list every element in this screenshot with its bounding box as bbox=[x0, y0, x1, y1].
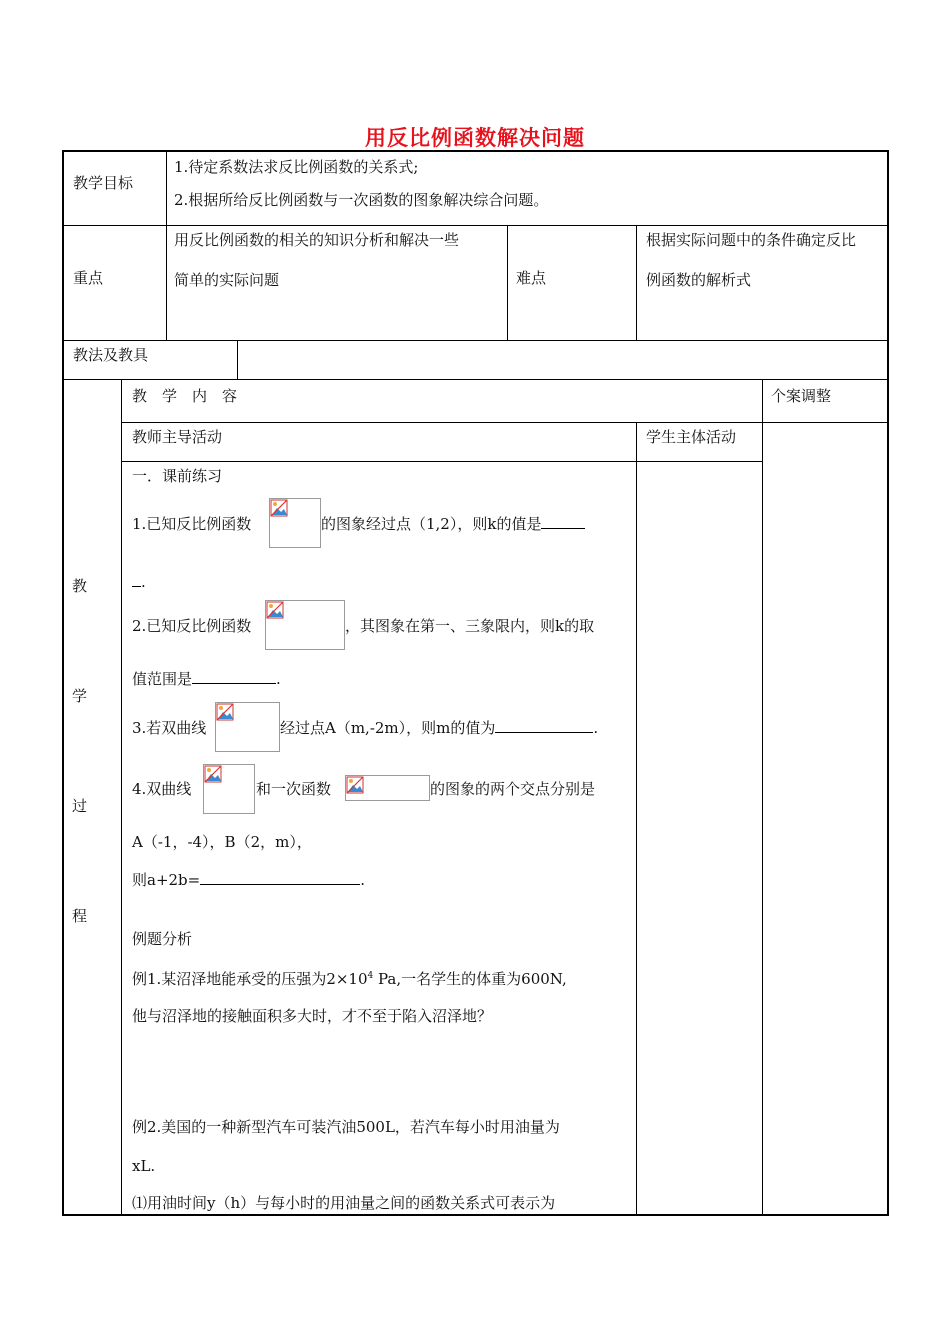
process-char-3: 过 bbox=[72, 797, 88, 815]
q3-text-b: 经过点A（m,-2m），则m的值为 . bbox=[280, 719, 599, 737]
q2-text-c: 值范围是 . bbox=[132, 670, 281, 688]
q4-text-c: 的图象的两个交点分别是 bbox=[430, 780, 596, 798]
q1-text-b: 的图象经过点（1,2），则k的值是 bbox=[321, 514, 585, 534]
student-header: 学生主体活动 bbox=[646, 428, 737, 446]
q4-text-b: 和一次函数 bbox=[256, 780, 332, 798]
q4-text-a: 4.双曲线 bbox=[132, 780, 192, 798]
objective-item-2: 2.根据所给反比例函数与一次函数的图象解决综合问题。 bbox=[174, 191, 549, 209]
example-1-line-2: 他与沼泽地的接触面积多大时，才不至于陷入沼泽地？ bbox=[132, 1007, 493, 1025]
q4-text-e: 则a+2b= . bbox=[132, 871, 366, 889]
formula-image-icon bbox=[265, 600, 345, 650]
q1-text-a: 1.已知反比例函数 bbox=[132, 515, 252, 533]
objectives-label: 教学目标 bbox=[73, 174, 134, 192]
example-1-line-1: 例1.某沼泽地能承受的压强为$2\times 10^4$ Pa,一名学生的体重为600N, bbox=[132, 970, 567, 988]
key-point-line-1: 用反比例函数的相关的知识分析和解决一些 bbox=[174, 231, 460, 249]
difficulty-line-2: 例函数的解析式 bbox=[646, 271, 752, 289]
example-2-line-3: ⑴用油时间y（h）与每小时的用油量之间的函数关系式可表示为 bbox=[132, 1194, 556, 1212]
q2-text-a: 2.已知反比例函数 bbox=[132, 617, 252, 635]
teacher-header: 教师主导活动 bbox=[132, 428, 223, 446]
formula-image-icon bbox=[345, 775, 430, 801]
exercise-heading: 一．课前练习 bbox=[132, 467, 223, 485]
examples-heading: 例题分析 bbox=[132, 930, 193, 948]
content-header: 教 学 内 容 bbox=[132, 387, 238, 405]
adjust-header: 个案调整 bbox=[771, 387, 832, 405]
q1-tail: . bbox=[132, 572, 146, 592]
q2-text-b: ，其图象在第一、三象限内，则k的取 bbox=[345, 617, 595, 635]
process-char-1: 教 bbox=[72, 577, 88, 595]
q4-text-d: A（-1，-4），B（2，m）， bbox=[132, 833, 312, 851]
key-point-line-2: 简单的实际问题 bbox=[174, 271, 280, 289]
example-2-line-2: xL. bbox=[132, 1157, 156, 1175]
q3-text-a: 3.若双曲线 bbox=[132, 719, 207, 737]
process-char-2: 学 bbox=[72, 687, 88, 705]
process-char-4: 程 bbox=[72, 907, 88, 925]
difficulty-line-1: 根据实际问题中的条件确定反比 bbox=[646, 231, 857, 249]
key-point-label: 重点 bbox=[73, 269, 104, 287]
method-label: 教法及教具 bbox=[73, 346, 149, 364]
formula-image-icon bbox=[215, 702, 280, 752]
formula-image-icon bbox=[203, 764, 255, 814]
difficulty-label: 难点 bbox=[516, 269, 547, 287]
objective-item-1: 1.待定系数法求反比例函数的关系式; bbox=[174, 158, 419, 176]
example-2-line-1: 例2.美国的一种新型汽车可装汽油500L，若汽车每小时用油量为 bbox=[132, 1118, 560, 1136]
formula-image-icon bbox=[269, 498, 321, 548]
page-title: 用反比例函数解决问题 bbox=[365, 126, 585, 150]
